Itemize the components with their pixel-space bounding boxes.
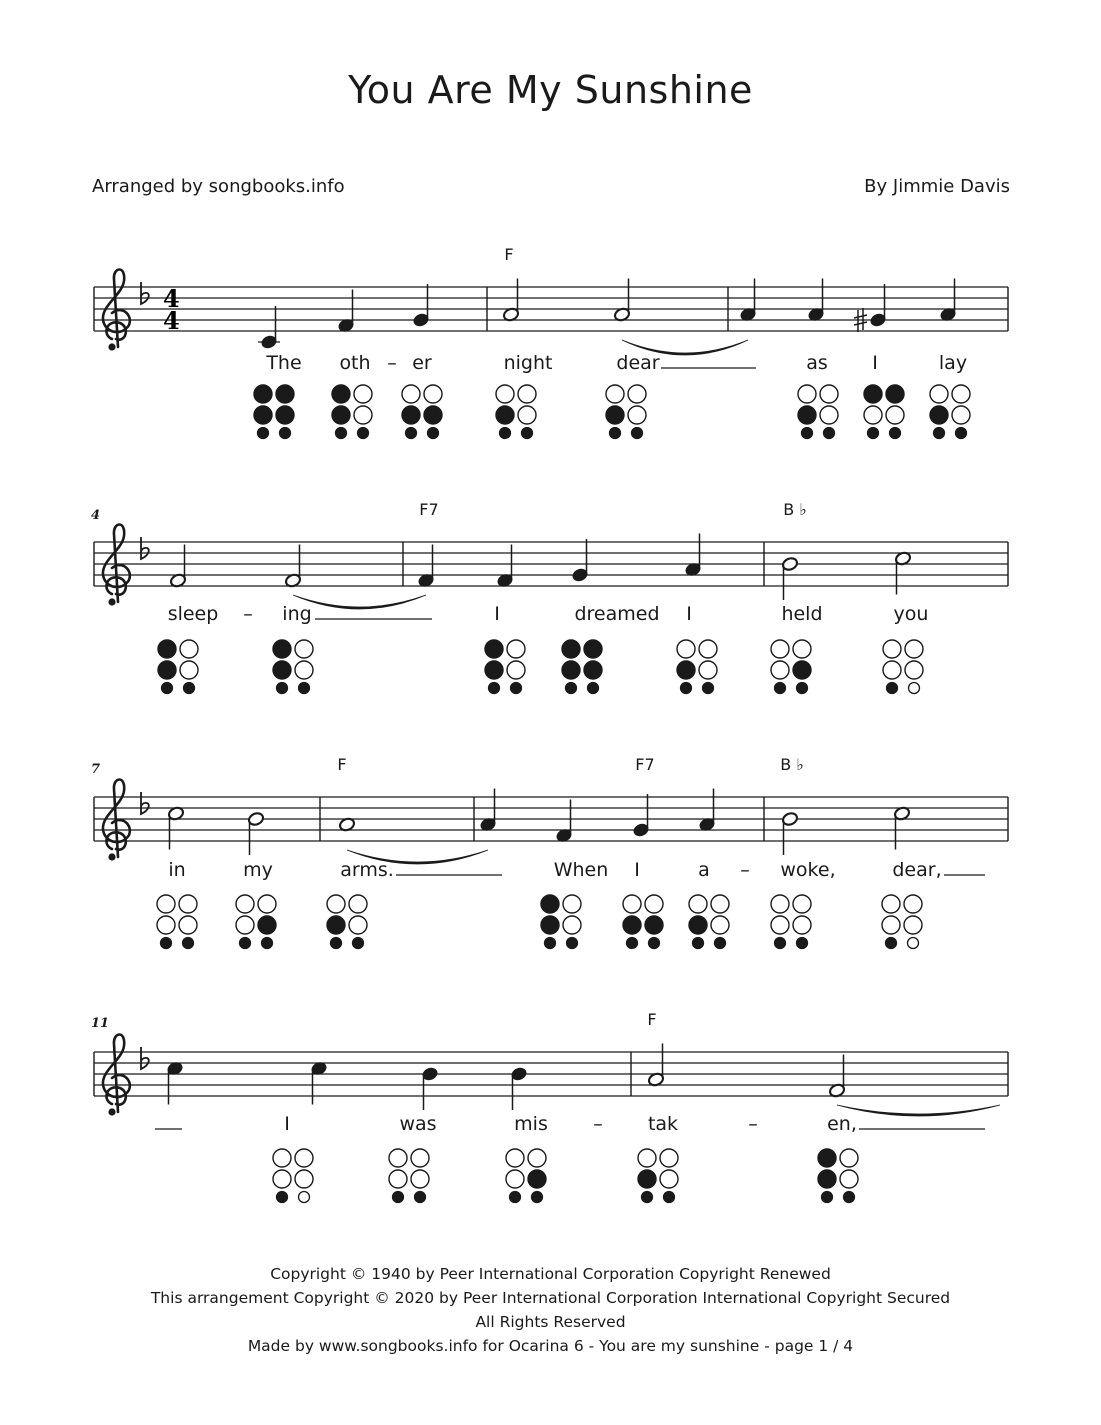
fingering-thumb-hole	[566, 683, 577, 694]
fingering-hole	[563, 916, 581, 934]
fingering-thumb-hole	[358, 428, 369, 439]
lyric-syllable: I	[686, 603, 692, 625]
fingering-hole	[820, 385, 838, 403]
fingering-thumb-hole	[262, 938, 273, 949]
fingering-thumb-hole	[277, 683, 288, 694]
fingering-hole	[236, 916, 254, 934]
time-signature-top: 4	[163, 284, 180, 313]
fingering-hole	[628, 385, 646, 403]
lyric-syllable: –	[243, 603, 253, 625]
fingering-hole	[528, 1149, 546, 1167]
fingering-hole	[689, 895, 707, 913]
fingering-thumb-hole	[775, 683, 786, 694]
fingering-hole	[818, 1149, 836, 1167]
fingering-hole	[389, 1170, 407, 1188]
fingering-hole	[798, 406, 816, 424]
fingering-hole	[402, 406, 420, 424]
fingering-hole	[638, 1170, 656, 1188]
fingering-hole	[905, 640, 923, 658]
fingering-hole	[258, 916, 276, 934]
fingering-thumb-hole	[822, 1192, 833, 1203]
fingering-thumb-hole	[797, 683, 808, 694]
fingering-hole	[295, 661, 313, 679]
chord-symbol: B ♭	[783, 500, 807, 519]
chord-symbol: F	[647, 1010, 657, 1029]
fingering-hole	[507, 661, 525, 679]
fingering-hole	[677, 640, 695, 658]
fingering-hole	[354, 385, 372, 403]
fingering-hole	[157, 916, 175, 934]
fingering-thumb-hole	[934, 428, 945, 439]
fingering-hole	[332, 385, 350, 403]
fingering-hole	[645, 895, 663, 913]
fingering-hole	[496, 406, 514, 424]
lyric-syllable: en,	[827, 1113, 857, 1135]
fingering-hole	[606, 406, 624, 424]
fingering-hole	[562, 640, 580, 658]
arranger-credit: Arranged by songbooks.info	[92, 176, 345, 197]
fingering-hole	[883, 661, 901, 679]
lyric-syllable: you	[893, 603, 929, 625]
fingering-hole	[273, 1170, 291, 1188]
fingering-thumb-hole	[258, 428, 269, 439]
fingering-thumb-hole	[908, 938, 919, 949]
treble-clef-tail	[108, 1108, 115, 1115]
tie	[293, 595, 426, 609]
tie	[837, 1105, 1000, 1116]
fingering-hole	[295, 1149, 313, 1167]
key-signature-flat	[141, 282, 149, 304]
fingering-hole	[273, 640, 291, 658]
fingering-hole	[179, 916, 197, 934]
fingering-thumb-hole	[632, 428, 643, 439]
page-title: You Are My Sunshine	[348, 68, 753, 112]
fingering-hole	[584, 661, 602, 679]
fingering-hole	[820, 406, 838, 424]
fingering-hole	[180, 640, 198, 658]
fingering-hole	[276, 406, 294, 424]
fingering-hole	[518, 406, 536, 424]
fingering-thumb-hole	[642, 1192, 653, 1203]
fingering-hole	[158, 640, 176, 658]
fingering-thumb-hole	[610, 428, 621, 439]
fingering-hole	[254, 406, 272, 424]
treble-clef-tail	[108, 343, 115, 350]
fingering-hole	[518, 385, 536, 403]
chord-symbol: B ♭	[780, 755, 804, 774]
treble-clef	[103, 525, 130, 603]
fingering-hole	[332, 406, 350, 424]
chord-symbol: F	[504, 245, 514, 264]
fingering-hole	[485, 661, 503, 679]
lyric-syllable: in	[168, 859, 186, 881]
fingering-thumb-hole	[802, 428, 813, 439]
fingering-thumb-hole	[545, 938, 556, 949]
fingering-thumb-hole	[693, 938, 704, 949]
fingering-thumb-hole	[775, 938, 786, 949]
fingering-thumb-hole	[887, 683, 898, 694]
fingering-thumb-hole	[406, 428, 417, 439]
treble-clef-tail	[108, 853, 115, 860]
fingering-hole	[496, 385, 514, 403]
measure-number: 4	[91, 508, 101, 523]
fingering-thumb-hole	[649, 938, 660, 949]
footer-source-line: Made by www.songbooks.info for Ocarina 6 - You are my sunshine - page 1 / 4	[247, 1337, 854, 1355]
lyric-syllable: night	[503, 352, 553, 374]
fingering-thumb-hole	[428, 428, 439, 439]
fingering-hole	[818, 1170, 836, 1188]
fingering-hole	[840, 1149, 858, 1167]
fingering-hole	[276, 385, 294, 403]
fingering-hole	[699, 640, 717, 658]
fingering-hole	[180, 661, 198, 679]
key-signature-flat	[141, 537, 149, 559]
fingering-hole	[402, 385, 420, 403]
fingering-thumb-hole	[824, 428, 835, 439]
lyric-syllable: held	[781, 603, 823, 625]
fingering-hole	[506, 1149, 524, 1167]
lyric-syllable: I	[494, 603, 500, 625]
fingering-hole	[886, 406, 904, 424]
fingering-hole	[507, 640, 525, 658]
chord-symbol: F7	[419, 500, 439, 519]
fingering-hole	[606, 385, 624, 403]
fingering-hole	[952, 406, 970, 424]
fingering-thumb-hole	[703, 683, 714, 694]
fingering-thumb-hole	[567, 938, 578, 949]
fingering-hole	[506, 1170, 524, 1188]
fingering-hole	[623, 895, 641, 913]
treble-clef	[103, 270, 130, 348]
fingering-thumb-hole	[532, 1192, 543, 1203]
key-signature-flat	[141, 1047, 149, 1069]
fingering-thumb-hole	[886, 938, 897, 949]
fingering-hole	[886, 385, 904, 403]
fingering-thumb-hole	[890, 428, 901, 439]
fingering-thumb-hole	[797, 938, 808, 949]
fingering-thumb-hole	[336, 428, 347, 439]
lyric-syllable: my	[243, 859, 273, 881]
fingering-hole	[354, 406, 372, 424]
lyric-syllable: lay	[938, 352, 968, 374]
fingering-hole	[883, 640, 901, 658]
fingering-hole	[485, 640, 503, 658]
lyric-syllable: woke,	[780, 859, 836, 881]
fingering-hole	[882, 916, 900, 934]
lyric-syllable: tak	[647, 1113, 679, 1135]
lyric-syllable: I	[872, 352, 878, 374]
fingering-hole	[905, 661, 923, 679]
fingering-thumb-hole	[510, 1192, 521, 1203]
fingering-thumb-hole	[184, 683, 195, 694]
fingering-hole	[793, 895, 811, 913]
fingering-hole	[584, 640, 602, 658]
lyric-syllable: dear,	[892, 859, 942, 881]
fingering-hole	[349, 895, 367, 913]
fingering-hole	[157, 895, 175, 913]
fingering-hole	[689, 916, 707, 934]
fingering-thumb-hole	[500, 428, 511, 439]
fingering-hole	[771, 640, 789, 658]
lyric-syllable: ing	[282, 603, 312, 625]
fingering-hole	[389, 1149, 407, 1167]
fingering-thumb-hole	[522, 428, 533, 439]
fingering-thumb-hole	[681, 683, 692, 694]
chord-symbol: F	[337, 755, 347, 774]
fingering-hole	[952, 385, 970, 403]
fingering-hole	[840, 1170, 858, 1188]
fingering-hole	[904, 895, 922, 913]
fingering-hole	[930, 406, 948, 424]
fingering-hole	[711, 916, 729, 934]
fingering-hole	[771, 895, 789, 913]
lyric-syllable: I	[634, 859, 640, 881]
fingering-hole	[424, 385, 442, 403]
fingering-thumb-hole	[299, 1192, 310, 1203]
fingering-thumb-hole	[393, 1192, 404, 1203]
fingering-thumb-hole	[909, 683, 920, 694]
chord-symbol: F7	[635, 755, 655, 774]
key-signature-flat	[141, 792, 149, 814]
fingering-hole	[327, 895, 345, 913]
fingering-thumb-hole	[588, 683, 599, 694]
footer-arrangement-line: This arrangement Copyright © 2020 by Peer International Corporation International Copyright Secured	[150, 1289, 951, 1307]
fingering-thumb-hole	[183, 938, 194, 949]
fingering-hole	[563, 895, 581, 913]
fingering-hole	[327, 916, 345, 934]
fingering-thumb-hole	[415, 1192, 426, 1203]
lyric-syllable: –	[740, 859, 750, 881]
fingering-hole	[273, 1149, 291, 1167]
fingering-hole	[798, 385, 816, 403]
fingering-hole	[541, 895, 559, 913]
lyric-syllable: was	[399, 1113, 437, 1135]
fingering-hole	[254, 385, 272, 403]
fingering-hole	[677, 661, 695, 679]
lyric-syllable: as	[806, 352, 828, 374]
fingering-hole	[711, 895, 729, 913]
fingering-hole	[864, 406, 882, 424]
fingering-thumb-hole	[715, 938, 726, 949]
fingering-hole	[158, 661, 176, 679]
fingering-hole	[349, 916, 367, 934]
fingering-hole	[638, 1149, 656, 1167]
lyric-syllable: er	[412, 352, 432, 374]
fingering-hole	[904, 916, 922, 934]
time-signature-bottom: 4	[163, 306, 180, 335]
lyric-syllable: When	[553, 859, 609, 881]
treble-clef	[103, 1035, 130, 1113]
lyric-syllable: –	[593, 1113, 603, 1135]
fingering-hole	[411, 1170, 429, 1188]
fingering-hole	[645, 916, 663, 934]
lyric-syllable: I	[284, 1113, 290, 1135]
fingering-thumb-hole	[161, 938, 172, 949]
fingering-hole	[793, 661, 811, 679]
fingering-hole	[771, 916, 789, 934]
fingering-thumb-hole	[240, 938, 251, 949]
fingering-hole	[411, 1149, 429, 1167]
fingering-hole	[179, 895, 197, 913]
fingering-hole	[273, 661, 291, 679]
lyric-syllable: –	[387, 352, 397, 374]
fingering-hole	[562, 661, 580, 679]
fingering-thumb-hole	[489, 683, 500, 694]
measure-number: 7	[91, 762, 101, 777]
fingering-hole	[258, 895, 276, 913]
fingering-thumb-hole	[868, 428, 879, 439]
lyric-syllable: The	[266, 352, 302, 374]
composer-credit: By Jimmie Davis	[864, 176, 1010, 197]
fingering-hole	[424, 406, 442, 424]
lyric-syllable: –	[748, 1113, 758, 1135]
fingering-thumb-hole	[331, 938, 342, 949]
fingering-thumb-hole	[299, 683, 310, 694]
fingering-thumb-hole	[511, 683, 522, 694]
fingering-thumb-hole	[162, 683, 173, 694]
fingering-hole	[541, 916, 559, 934]
lyric-syllable: dear	[616, 352, 660, 374]
measure-number: 11	[91, 1016, 110, 1031]
fingering-hole	[236, 895, 254, 913]
fingering-hole	[295, 640, 313, 658]
treble-clef	[103, 780, 130, 858]
copyright-footer	[0, 1262, 1101, 1358]
fingering-thumb-hole	[353, 938, 364, 949]
fingering-thumb-hole	[277, 1192, 288, 1203]
fingering-hole	[528, 1170, 546, 1188]
fingering-thumb-hole	[664, 1192, 675, 1203]
fingering-hole	[660, 1149, 678, 1167]
lyric-syllable: mis	[514, 1113, 548, 1135]
fingering-thumb-hole	[280, 428, 291, 439]
fingering-thumb-hole	[956, 428, 967, 439]
fingering-thumb-hole	[844, 1192, 855, 1203]
lyric-syllable: arms.	[340, 859, 394, 881]
fingering-hole	[295, 1170, 313, 1188]
fingering-hole	[864, 385, 882, 403]
footer-copyright-line: Copyright © 1940 by Peer International Corporation Copyright Renewed	[270, 1265, 831, 1283]
fingering-hole	[623, 916, 641, 934]
lyric-syllable: dreamed	[574, 603, 660, 625]
lyric-syllable: oth	[339, 352, 371, 374]
fingering-hole	[793, 640, 811, 658]
fingering-hole	[930, 385, 948, 403]
fingering-hole	[660, 1170, 678, 1188]
lyric-syllable: a	[698, 859, 710, 881]
footer-rights-line: All Rights Reserved	[475, 1313, 626, 1331]
treble-clef-tail	[108, 598, 115, 605]
fingering-hole	[793, 916, 811, 934]
fingering-hole	[699, 661, 717, 679]
fingering-hole	[771, 661, 789, 679]
fingering-hole	[628, 406, 646, 424]
fingering-hole	[882, 895, 900, 913]
lyric-syllable: sleep	[167, 603, 219, 625]
fingering-thumb-hole	[627, 938, 638, 949]
